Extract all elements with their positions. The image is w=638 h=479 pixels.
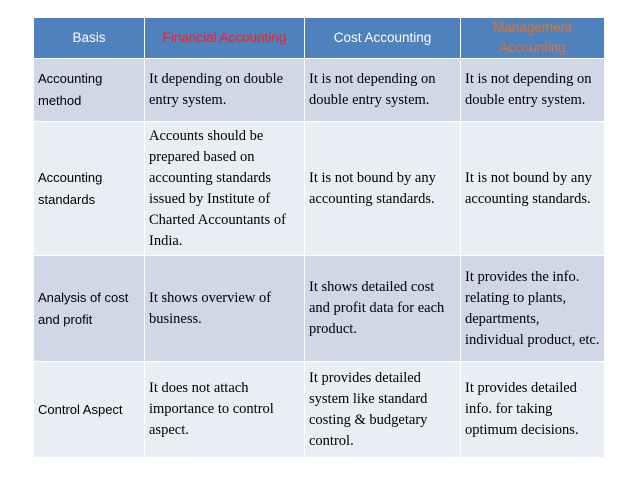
table-row [34, 256, 605, 362]
management-cell: It is not depending on double entry system. [461, 59, 605, 122]
table-row [34, 362, 605, 458]
cost-cell: It provides detailed system like standard costing & budgetary control. [305, 362, 461, 458]
basis-cell: Accounting method [34, 59, 145, 122]
financial-cell: It shows overview of business. [145, 256, 305, 362]
basis-cell: Analysis of cost and profit [34, 256, 145, 362]
table-row [34, 59, 605, 122]
cost-cell: It shows detailed cost and profit data for each product. [305, 256, 461, 362]
header-financial-accounting: Financial Accounting [145, 18, 305, 59]
management-cell: It is not bound by any accounting standards. [461, 122, 605, 256]
management-cell: It provides the info. relating to plants, departments, individual product, etc. [461, 256, 605, 362]
basis-cell: Control Aspect [34, 362, 145, 458]
header-management-accounting: Management Accounting [461, 18, 605, 59]
basis-cell: Accounting standards [34, 122, 145, 256]
financial-cell: Accounts should be prepared based on accounting standards issued by Institute of Charted Accountants of India. [145, 122, 305, 256]
financial-cell: It depending on double entry system. [145, 59, 305, 122]
cost-cell: It is not bound by any accounting standards. [305, 122, 461, 256]
table-row [34, 122, 605, 256]
comparison-table [33, 17, 605, 458]
cost-cell: It is not depending on double entry system. [305, 59, 461, 122]
header-cost-accounting: Cost Accounting [305, 18, 461, 59]
management-cell: It provides detailed info. for taking optimum decisions. [461, 362, 605, 458]
financial-cell: It does not attach importance to control aspect. [145, 362, 305, 458]
header-basis: Basis [34, 18, 145, 59]
header-row [34, 18, 605, 59]
